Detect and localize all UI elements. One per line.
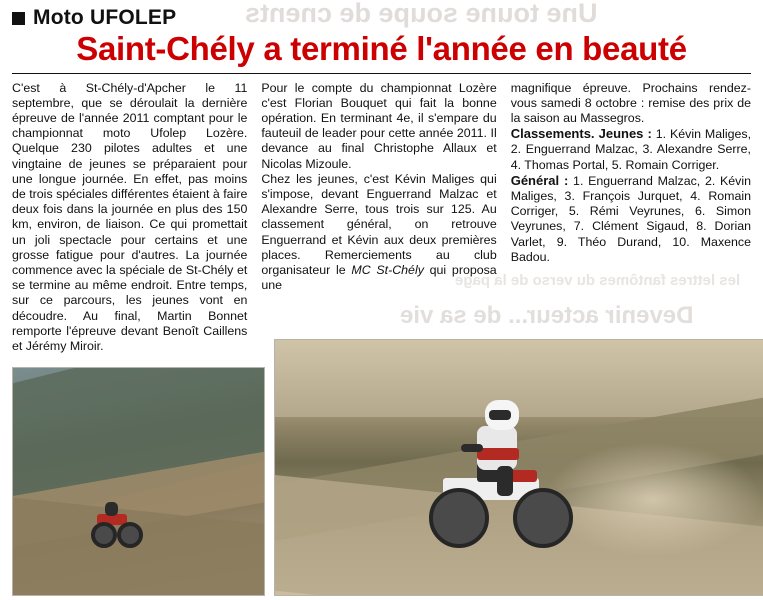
page-title: Saint-Chély a terminé l'année en beauté — [76, 30, 687, 67]
bullet-square-icon — [12, 12, 25, 25]
paragraph: Pour le compte du championnat Lozère c'est Florian Bouquet qui fait la bonne opération. En terminant 4e, il s'empare du fauteuil de leader pour cette année 2011. Il devance au final Christophe Allaux et Nicolas Mizoule. — [261, 80, 497, 171]
section-kicker — [12, 6, 751, 30]
paragraph: magnifique épreuve. Prochains rendez-vous samedi 8 octobre : remise des prix de la saison au Massegros. — [510, 80, 752, 126]
column-two — [261, 81, 496, 294]
horizontal-rule — [12, 73, 751, 74]
photo-dust-cloud — [543, 442, 763, 557]
kicker-label: Moto UFOLEP — [33, 6, 177, 29]
photo-rider-figure — [91, 496, 137, 546]
paragraph-with-italic — [261, 172, 496, 294]
results-general-heading: Général : — [510, 172, 569, 188]
column-one — [12, 81, 247, 355]
photo-gallery — [12, 364, 751, 596]
results-juniors — [511, 126, 751, 173]
photo-rider-figure — [425, 392, 575, 557]
results-juniors-heading: Classements. Jeunes : — [510, 126, 652, 142]
results-juniors-list: 1. Kévin Maliges, 2. Enguerrand Malzac, 3. Alexandre Serre, 4. Thomas Portal, 5. Romain Corriger. — [510, 127, 752, 172]
photo-rider-closeup — [274, 339, 763, 596]
photo-rider-hillside — [12, 367, 265, 596]
text-columns — [12, 81, 751, 355]
paragraph-tail: qui proposa une — [261, 263, 497, 293]
ghost-text-top: Une toune soupe de cnents — [245, 0, 598, 28]
paragraph: C'est à St-Chély-d'Apcher le 11 septembre, que se déroulait la dernière épreuve de l'année 2011 comptant pour le championnat moto Ufolep Lozère. Quelque 230 pilotes adultes et une vingtaine de jeunes se préparaient pour une longue journée. En effet, pas moins de trois spéciales différentes étaient à faire deux fois dans la journée en plus des 150 km, environ, de liaison. Ce qui promettait un joli spectacle pour certains et une grosse fatigue pour d'autres. La journée commence avec la spéciale de St-Chély et se termine au même endroit. Entre temps, sur ce parcours, les jeunes vont en découdre. Au final, Martin Bonnet remporte l'épreuve devant Benoît Caillens et Jérémy Miroir. — [12, 80, 248, 354]
club-name-italic: MC St-Chély — [351, 263, 424, 278]
ghost-text-middle: les lettres fantômes du verso de la page — [455, 272, 741, 289]
results-general-list: 1. Enguerrand Malzac, 2. Kévin Maliges, 3. François Jurquet, 4. Romain Corriger, 5. Rémi Veyrunes, 6. Simon Veyrunes, 7. Clément Sigaud, 8. Dorian Varlet, 9. Théo Durand, 10. Maxence Badou. — [510, 173, 752, 264]
ghost-text-subheading: Devenir acteur... de sa vie — [400, 302, 694, 329]
paragraph-lead: Chez les jeunes, c'est Kévin Maliges qui s'impose, devant Enguerrand Malzac et Alexandre Serre, tous trois sur 125. Au classement général, on retrouve Enguerrand et Kévin aux deux premières places. Remerciements au club organisateur le — [261, 171, 497, 278]
results-general — [511, 173, 751, 265]
column-three — [511, 81, 751, 265]
